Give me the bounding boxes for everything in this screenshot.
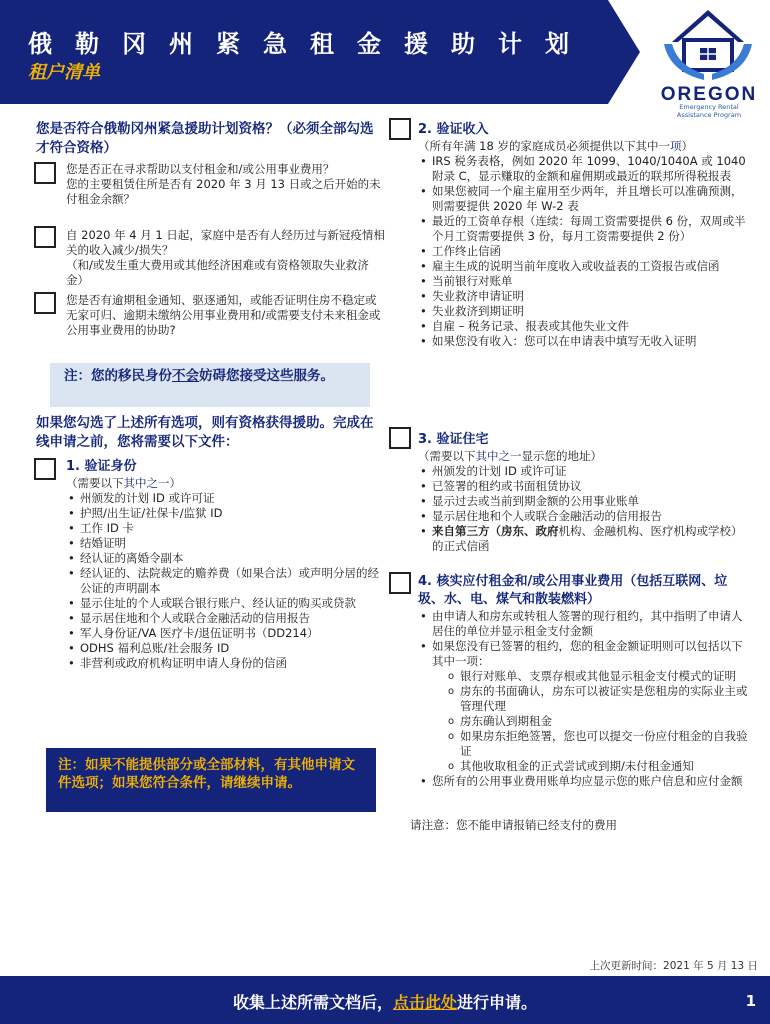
section-title: 3. 验证住宅 xyxy=(418,432,489,447)
alternative-documents-note: 注：如果不能提供部分或全部材料，有其他申请文件选项；如果您符合条件，请继续申请。 xyxy=(46,748,376,812)
section-subtitle: （需要以下其中之一） xyxy=(66,476,181,490)
list-item: • 由申请人和房东或转租人签署的现行租约，其中指明了申请人居住的单位并显示租金支付金额 xyxy=(418,609,752,639)
identity-doc-list xyxy=(66,491,388,671)
list-item: • 护照/出生证/社保卡/监狱 ID xyxy=(66,506,388,521)
list-item: • 雇主生成的说明当前年度收入或收益表的工资报告或信函 xyxy=(418,259,752,274)
checkbox-verify-identity[interactable] xyxy=(34,458,56,480)
house-hands-icon xyxy=(660,4,756,86)
logo-wordmark: OREGON xyxy=(660,84,758,105)
checkbox-verify-income[interactable] xyxy=(389,118,411,140)
list-item: • 州颁发的计划 ID 或许可证 xyxy=(418,464,752,479)
eligibility-criterion-1: 您是否正在寻求帮助以支付租金和/或公用事业费用？ 您的主要租赁住所是否有 2020 年 3 月 13 日或之后开始的未付租金余额？ xyxy=(66,162,381,206)
rent-doc-list xyxy=(418,609,752,789)
section-subtitle: （需要以下其中之一显示您的地址） xyxy=(418,449,602,463)
section-title: 2. 验证收入 xyxy=(418,122,489,137)
eligibility-criterion-3: 您是否有逾期租金通知、驱逐通知，或能否证明住房不稳定或无家可归、逾期未缴纳公用事业费用和/或需要支付未来租金或公用事业费用的协助? xyxy=(66,293,381,337)
list-item: o 如果房东拒绝签署，您也可以提交一份应付租金的自我验证 xyxy=(446,729,752,759)
eligibility-question: 您是否符合俄勒冈州紧急援助计划资格？（必须全部勾选才符合资格） xyxy=(36,121,374,156)
list-item: • 当前银行对账单 xyxy=(418,274,752,289)
section-verify-income xyxy=(418,121,752,349)
list-item: • 结婚证明 xyxy=(66,536,388,551)
residence-doc-list xyxy=(418,464,752,554)
list-item: • 工作 ID 卡 xyxy=(66,521,388,536)
list-item: • 失业救济到期证明 xyxy=(418,304,752,319)
list-item: o 房东确认到期租金 xyxy=(446,714,752,729)
logo-tagline: Emergency Rental Assistance Program xyxy=(676,103,742,119)
page-number: 1 xyxy=(745,992,756,1010)
rent-proof-sublist xyxy=(432,669,752,774)
apply-link[interactable]: 点击此处 xyxy=(392,993,457,1012)
checkbox-housing-instability[interactable] xyxy=(34,292,56,314)
list-item: • 显示居住地和个人或联合金融活动的信用报告 xyxy=(66,611,388,626)
list-item: • ODHS 福利总账/社会服务 ID xyxy=(66,641,388,656)
page-title: 俄勒冈州紧急租金援助计划 xyxy=(28,30,592,58)
checkbox-income-loss[interactable] xyxy=(34,226,56,248)
list-item: • IRS 税务表格，例如 2020 年 1099、1040/1040A 或 1040 附录 C，显示赚取的金额和雇佣期或最近的联邦所得税报表 xyxy=(418,154,752,184)
section-subtitle: （所有年满 18 岁的家庭成员必须提供以下其中一项） xyxy=(418,139,693,153)
last-updated: 上次更新时间：2021 年 5 月 13 日 xyxy=(589,960,758,972)
list-item: o 银行对账单、支票存根或其他显示租金支付模式的证明 xyxy=(446,669,752,684)
list-item: • 已签署的租约或书面租赁协议 xyxy=(418,479,752,494)
list-item: • 工作终止信函 xyxy=(418,244,752,259)
section-verify-residence xyxy=(418,431,752,554)
checkbox-verify-rent-owed[interactable] xyxy=(389,572,411,594)
list-item: • 显示居住地和个人或联合金融活动的信用报告 xyxy=(418,509,752,524)
list-item: o 其他收取租金的正式尝试或到期/未付租金通知 xyxy=(446,759,752,774)
apply-cta: 收集上述所需文档后，点击此处进行申请。 xyxy=(232,993,538,1012)
section-title: 1. 验证身份 xyxy=(66,459,137,474)
reimbursement-note: 请注意：您不能申请报销已经支付的费用 xyxy=(410,818,617,832)
oregon-logo xyxy=(652,4,766,122)
checkbox-rent-help[interactable] xyxy=(34,162,56,184)
list-item: o 房东的书面确认，房东可以被证实是您租房的实际业主或管理代理 xyxy=(446,684,752,714)
list-item: • 如果您没有收入：您可以在申请表中填写无收入证明 xyxy=(418,334,752,349)
list-item: • 州颁发的计划 ID 或许可证 xyxy=(66,491,388,506)
list-item: • 您所有的公用事业费用账单均应显示您的账户信息和应付金额 xyxy=(418,774,752,789)
list-item: • 经认证的、法院裁定的赡养费（如果合法）或声明分居的经公证的声明副本 xyxy=(66,566,388,596)
list-item: • 最近的工资单存根（连续：每周工资需要提供 6 份，双周或半个月工资需要提供 3 份，每月工资需要提供 2 份） xyxy=(418,214,752,244)
section-verify-rent-owed xyxy=(418,573,752,789)
page-subtitle: 租户清单 xyxy=(28,62,100,83)
list-item: • 非营利或政府机构证明申请人身份的信函 xyxy=(66,656,388,671)
eligibility-criterion-2: 自 2020 年 4 月 1 日起，家庭中是否有人经历过与新冠疫情相关的收入减少/损失？ （和/或发生重大费用或其他经济困难或有资格领取失业救济金） xyxy=(66,228,385,287)
list-item: • 自雇 – 税务记录、报表或其他失业文件 xyxy=(418,319,752,334)
list-item: • 军人身份证/VA 医疗卡/退伍证明书（DD214） xyxy=(66,626,388,641)
section-title: 4. 核实应付租金和/或公用事业费用（包括互联网、垃圾、水、电、煤气和散装燃料） xyxy=(418,574,728,607)
list-item: • 经认证的离婚令副本 xyxy=(66,551,388,566)
eligible-statement: 如果您勾选了上述所有选项，则有资格获得援助。完成在线申请之前，您将需要以下文件： xyxy=(36,415,374,450)
list-item: • 失业救济申请证明 xyxy=(418,289,752,304)
checkbox-verify-residence[interactable] xyxy=(389,427,411,449)
section-verify-identity xyxy=(66,458,388,671)
immigration-note: 注：您的移民身份不会妨碍您接受这些服务。 xyxy=(50,363,370,407)
list-item: • 如果您被同一个雇主雇用至少两年，并且增长可以准确预测，则需要提供 2020 年 W-2 表 xyxy=(418,184,752,214)
footer-bar xyxy=(0,976,770,1024)
list-item: • 显示过去或当前到期金额的公用事业账单 xyxy=(418,494,752,509)
list-item: • 如果您没有已签署的租约，您的租金金额证明则可以包括以下其中一项： o 银行对账单、支票存根或其他显示租金支付模式的证明 o 房东的书面确认，房东可以被证实是您租房的实际业主或管理代理 o 房东确认到期租金 o 如果房东拒绝签署，您也可以提交一份应付租金的自我验证 o 其他收取租金的正式尝试或到期/未付租金通知 xyxy=(418,639,752,774)
income-doc-list xyxy=(418,154,752,349)
list-item: • 显示住址的个人或联合银行账户、经认证的购买或贷款 xyxy=(66,596,388,611)
list-item: • 来自第三方（房东、政府机构、金融机构、医疗机构或学校）的正式信函 xyxy=(418,524,752,554)
